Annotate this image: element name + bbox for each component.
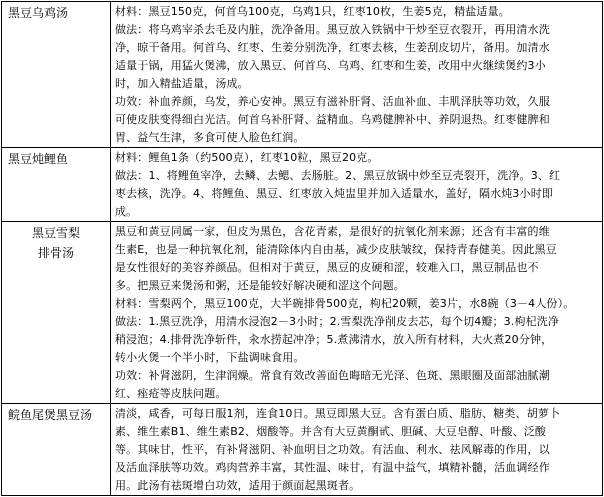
recipe-row xyxy=(2,2,603,148)
recipe-text-line: 材料：雪梨两个，黑豆100克，大半碗排骨500克，枸杞20颗，姜3片，水8碗（3－4人份）。 xyxy=(115,297,575,310)
recipe-text-line: 可使皮肤变得细白光洁。何首乌补肝肾、益精血。乌鸡健脾补中、养阴退热。红枣健脾和 xyxy=(115,113,550,126)
recipe-text-line: 时，加入精盐适量，汤成。 xyxy=(115,77,249,90)
recipe-row xyxy=(2,404,603,496)
recipe-text-line: 做法：1、将鲤鱼宰净，去鳞、去鳃、去肠脏。2、黑豆放锅中炒至豆壳裂开，洗净。3、红 xyxy=(115,169,561,182)
recipe-text-line: 适量于锅，用猛火煲沸，放入黑豆、何首乌、乌鸡、红枣和生姜，改用中火继续煲约3小 xyxy=(115,59,546,72)
recipe-text-line: 材料：黑豆150克，何首乌100克，乌鸡1只，红枣10枚，生姜5克，精盐适量。 xyxy=(115,5,510,18)
recipe-table-body xyxy=(2,2,603,496)
recipe-text-line: 转小火煲一个半小时，下盐调味食用。 xyxy=(115,351,305,364)
recipe-name-cell xyxy=(2,222,111,404)
recipe-text-line: 稍浸泡；4.排骨洗净斩件，汆水捞起冲净；5.煮沸清水，放入所有材料，大火煮20分钟， xyxy=(115,333,553,346)
recipe-text-line: 材料：鲤鱼1条（约500克），红枣10粒，黑豆20克。 xyxy=(115,151,379,164)
recipe-name-cell xyxy=(2,148,111,222)
recipe-name-cell xyxy=(2,2,111,148)
recipe-description-cell xyxy=(111,404,603,496)
recipe-text-line: 成。 xyxy=(115,205,138,218)
recipe-text-line: 做法：1.黑豆洗净，用清水浸泡2－3小时；2.雪梨洗净削皮去芯，每个切4瓣；3.枸杞洗净 xyxy=(115,315,560,328)
recipe-table xyxy=(1,1,603,496)
recipe-description-cell xyxy=(111,2,603,148)
recipe-text-line: 多。把黑豆来煲汤和粥，还是能较好解决硬和涩这个问题。 xyxy=(115,279,405,292)
recipe-text-line: 清淡，咸香，可每日服1剂，连食10日。黑豆即黑大豆。含有蛋白质、脂肪、糖类、胡萝卜 xyxy=(115,407,561,420)
recipe-text-line: 净，晾干备用。何首乌、红枣、生姜分别洗净，红枣去核，生姜刮皮切片，备用。加清水 xyxy=(115,41,550,54)
recipe-text-line: 生素E，也是一种抗氧化剂，能清除体内自由基，减少皮肤皱纹，保持青春健美。因此黑豆 xyxy=(115,243,557,256)
recipe-text-line: 枣去核，洗净。4、将鲤鱼、黑豆、红枣放入炖盅里并加入适量水，盖好，隔水炖3小时即 xyxy=(115,187,553,200)
recipe-row xyxy=(2,222,603,404)
recipe-text-line: 用。此汤有祛斑增白功效，适用于颜面起黑斑者。 xyxy=(115,479,361,492)
recipe-description-cell xyxy=(111,148,603,222)
recipe-text-line: 素、维生素B1、维生素B2、烟酸等。并含有大豆黄酮甙、胆碱、大豆皂醇、叶酸、泛酸 xyxy=(115,425,547,438)
recipe-name: 鲩鱼尾煲黑豆汤 xyxy=(8,408,93,422)
recipe-name: 黑豆乌鸡汤 xyxy=(8,6,69,20)
recipe-name: 排骨汤 xyxy=(37,246,74,260)
recipe-row xyxy=(2,148,603,222)
recipe-text-line: 黑豆和黄豆同属一家，但皮为黑色，含花青素，是很好的抗氧化剂来源；还含有丰富的维 xyxy=(115,225,550,238)
recipe-name-cell xyxy=(2,404,111,496)
recipe-name: 黑豆炖鲤鱼 xyxy=(8,152,69,166)
recipe-text-line: 等。其味甘，性平，有补肾滋阴、补血明目之功效。有活血、利水、祛风解毒的作用，以 xyxy=(115,443,550,456)
recipe-text-line: 功效：补肾滋阴，生津润燥。常食有效改善面色晦暗无光泽、色斑、黑眼圈及面部油腻潮 xyxy=(115,369,550,382)
recipe-text-line: 红、痤疮等皮肤问题。 xyxy=(115,387,227,400)
recipe-description-cell xyxy=(111,222,603,404)
recipe-text-line: 功效：补血养颜，乌发，养心安神。黑豆有滋补肝肾、活血补血、丰肌泽肤等功效，久服 xyxy=(115,95,550,108)
recipe-name: 黑豆雪梨 xyxy=(31,226,80,240)
recipe-text-line: 胃、益气生津，多食可使人脸色红润。 xyxy=(115,131,305,144)
recipe-text-line: 做法：将乌鸡宰杀去毛及内脏，洗净备用。黑豆放入铁锅中干炒至豆衣裂开，再用清水洗 xyxy=(115,23,550,36)
recipe-text-line: 及活血泽肤等功效。鸡肉营养丰富，其性温、味甘，有温中益气，填精补髓，活血调经作 xyxy=(115,461,550,474)
recipe-text-line: 是女性很好的美容养颜品。但相对于黄豆，黑豆的皮硬和涩，较难入口，黑豆制品也不 xyxy=(115,261,539,274)
